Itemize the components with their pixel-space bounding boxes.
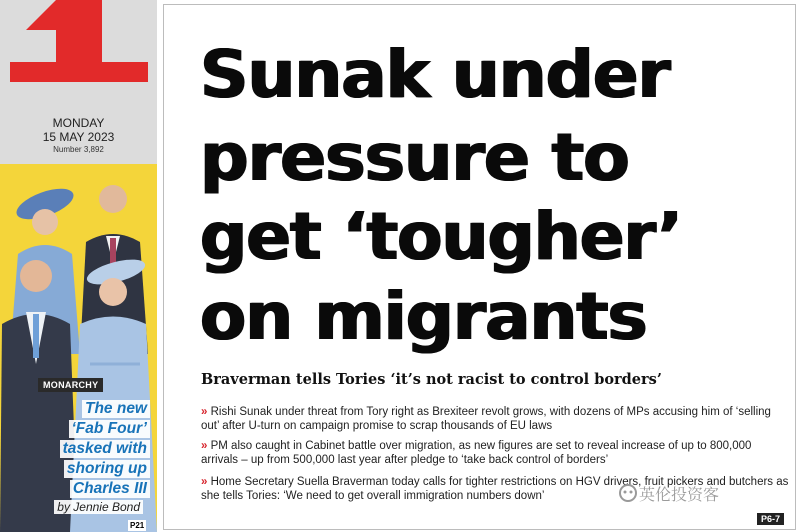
main-story[interactable] (163, 4, 796, 530)
headline-line: Sunak under (200, 36, 670, 113)
promo-line: ‘Fab Four’ (69, 420, 151, 438)
promo-line: tasked with (60, 440, 150, 458)
issue-day: MONDAY (52, 116, 105, 130)
watermark-text: 英伦投资客 (639, 487, 720, 504)
page-reference: P21 (130, 521, 145, 530)
promo-line: Charles III (70, 480, 150, 498)
promo-line: shoring up (64, 460, 150, 478)
page-reference: P6-7 (757, 513, 784, 525)
bullet-text: Home Secretary Suella Braverman today calls for tighter restrictions on HGV drivers, fruit pickers and butchers as she tells Tories: ‘We need to get overall immigration numbers down’ (201, 476, 789, 502)
newspaper-logo-icon (10, 0, 148, 108)
left-sidebar (0, 0, 157, 532)
bullet-text: Rishi Sunak under threat from Tory right as Brexiteer revolt grows, with dozens of MPs accusing him of ‘selling out’ after U-turn on campaign promise to scrap thousands of EU laws (201, 406, 771, 432)
byline: by Jennie Bond (54, 500, 143, 514)
section-tag: MONARCHY (38, 378, 103, 392)
issue-date: 15 MAY 2023 (42, 130, 115, 144)
headline-line: pressure to (200, 119, 629, 196)
subheadline: Braverman tells Tories ‘it’s not racist to control borders’ (201, 371, 662, 388)
bullet-point (201, 439, 791, 467)
bullet-marker-icon: » (201, 440, 208, 452)
headline-line: get ‘tougher’ (200, 198, 682, 275)
bullet-text: PM also caught in Cabinet battle over migration, as new figures are set to reveal increase of up to 800,000 arrivals – up from 500,000 last year after pledge to ‘take back control of borders’ (201, 440, 752, 466)
wechat-logo-icon (618, 483, 638, 503)
issue-number: Number 3,892 (53, 145, 104, 154)
bullet-marker-icon: » (201, 406, 208, 418)
bullet-marker-icon: » (201, 476, 208, 488)
bullet-point (201, 405, 791, 433)
masthead (0, 0, 157, 108)
promo-line: The new (82, 400, 150, 418)
date-block (0, 108, 157, 164)
headline-line: on migrants (200, 278, 647, 355)
